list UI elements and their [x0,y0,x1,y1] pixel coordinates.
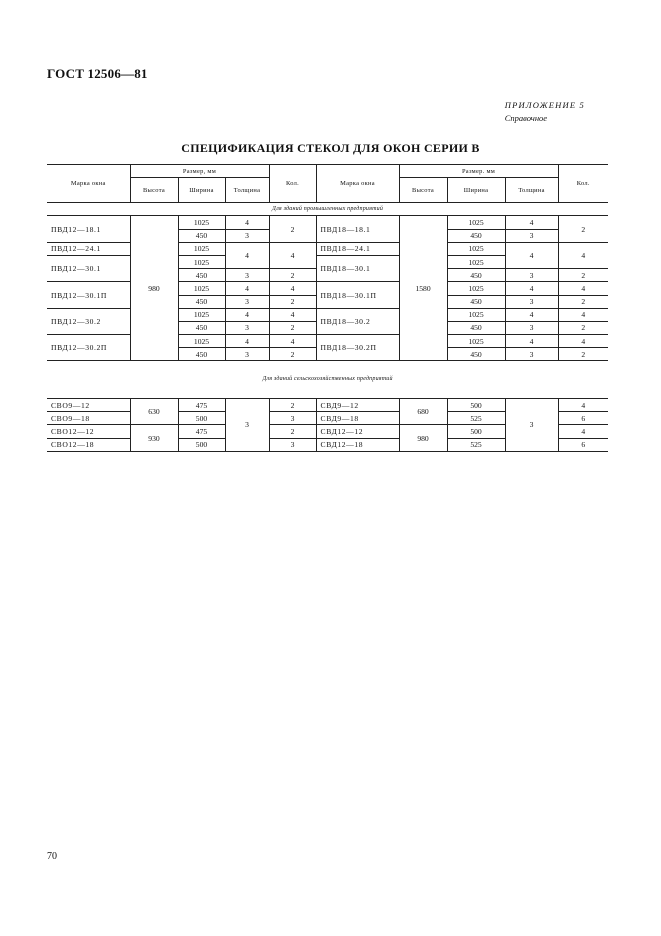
width-cell: 450 [447,295,505,308]
quantity-cell: 6 [558,438,608,451]
window-mark: ПВД12—30.2 [47,308,130,334]
thickness-cell: 4 [505,242,558,268]
width-cell: 500 [447,425,505,438]
table-row [47,216,608,229]
width-cell: 450 [178,229,225,242]
width-cell: 1025 [178,242,225,255]
window-mark: ПВД18—18.1 [316,216,399,242]
thickness-cell: 4 [225,335,269,348]
quantity-cell: 2 [269,216,316,242]
height-cell: 630 [130,399,178,425]
thickness-cell: 4 [225,308,269,321]
width-cell: 500 [447,399,505,412]
header-quantity: Кол. [558,165,608,203]
quantity-cell: 4 [558,425,608,438]
width-cell: 1025 [447,216,505,229]
quantity-cell: 2 [269,269,316,282]
width-cell: 1025 [447,242,505,255]
quantity-cell: 2 [558,216,608,242]
thickness-cell: 3 [225,321,269,334]
width-cell: 450 [447,269,505,282]
window-mark: ПВД12—30.1П [47,282,130,308]
header-height: Высота [130,178,178,203]
quantity-cell: 6 [558,412,608,425]
height-cell: 680 [399,399,447,425]
header-size: Размер, мм [130,165,269,178]
width-cell: 450 [178,321,225,334]
quantity-cell: 2 [558,269,608,282]
quantity-cell: 3 [269,438,316,451]
header-window-mark: Марка окна [316,165,399,203]
quantity-cell: 2 [558,295,608,308]
window-mark: СВО9—12 [47,399,130,412]
width-cell: 1025 [178,255,225,268]
window-mark: СВО9—18 [47,412,130,425]
thickness-cell: 4 [225,242,269,268]
width-cell: 475 [178,425,225,438]
window-mark: ПВД12—18.1 [47,216,130,242]
section-industrial-label: Для зданий промышленных предприятий [47,203,608,216]
section-agricultural-label: Для зданий сельскохозяйственных предприятий [262,376,393,383]
quantity-cell: 2 [558,321,608,334]
thickness-cell: 3 [225,295,269,308]
height-cell: 930 [130,425,178,451]
width-cell: 475 [178,399,225,412]
thickness-cell: 4 [225,216,269,229]
width-cell: 1025 [447,255,505,268]
width-cell: 450 [178,269,225,282]
width-cell: 525 [447,438,505,451]
thickness-cell: 3 [505,348,558,361]
width-cell: 450 [447,321,505,334]
width-cell: 1025 [447,308,505,321]
width-cell: 500 [178,438,225,451]
width-cell: 1025 [178,216,225,229]
thickness-cell: 4 [225,282,269,295]
thickness-cell: 3 [225,399,269,452]
thickness-cell: 4 [505,282,558,295]
window-mark: ПВД12—24.1 [47,242,130,255]
appendix-label [505,99,585,125]
window-mark: СВО12—18 [47,438,130,451]
window-mark: СВД9—12 [316,399,399,412]
width-cell: 1025 [447,282,505,295]
window-mark: ПВД18—30.2 [316,308,399,334]
width-cell: 1025 [178,308,225,321]
header-width: Ширина [178,178,225,203]
header-thickness: Толщина [225,178,269,203]
section-caption [47,374,608,386]
header-window-mark: Марка окна [47,165,130,203]
thickness-cell: 3 [505,269,558,282]
appendix-title: ПРИЛОЖЕНИЕ 5 [504,100,585,110]
quantity-cell: 3 [269,412,316,425]
spacer-row [47,361,608,374]
quantity-cell: 2 [269,348,316,361]
quantity-cell: 2 [269,321,316,334]
header-width: Ширина [447,178,505,203]
quantity-cell: 4 [269,242,316,268]
thickness-cell: 4 [505,216,558,229]
width-cell: 500 [178,412,225,425]
width-cell: 450 [178,348,225,361]
quantity-cell: 4 [269,308,316,321]
quantity-cell: 4 [558,335,608,348]
window-mark: ПВД18—30.1 [316,255,399,281]
width-cell: 450 [447,348,505,361]
quantity-cell: 4 [558,242,608,268]
window-mark: СВО12—12 [47,425,130,438]
thickness-cell: 4 [505,308,558,321]
height-cell: 1580 [399,216,447,361]
quantity-cell: 2 [269,399,316,412]
table-row [47,399,608,412]
window-mark: СВД9—18 [316,412,399,425]
window-mark: ПВД18—30.1П [316,282,399,308]
spec-table [47,164,608,452]
page-title: СПЕЦИФИКАЦИЯ СТЕКОЛ ДЛЯ ОКОН СЕРИИ В [181,141,480,155]
thickness-cell: 4 [505,335,558,348]
thickness-cell: 3 [225,229,269,242]
width-cell: 450 [178,295,225,308]
quantity-cell: 4 [269,282,316,295]
document-number: ГОСТ 12506—81 [47,66,148,81]
quantity-cell: 2 [558,348,608,361]
width-cell: 450 [447,229,505,242]
header-height: Высота [399,178,447,203]
appendix-note: Справочное [504,113,548,123]
thickness-cell: 3 [225,269,269,282]
quantity-cell: 2 [269,425,316,438]
quantity-cell: 4 [558,399,608,412]
width-cell: 1025 [178,335,225,348]
thickness-cell: 3 [225,348,269,361]
section-caption [47,203,608,216]
window-mark: ПВД18—30.2П [316,335,399,361]
thickness-cell: 3 [505,399,558,452]
quantity-cell: 4 [558,282,608,295]
quantity-cell: 4 [558,308,608,321]
window-mark: ПВД12—30.2П [47,335,130,361]
spacer-row [47,386,608,399]
quantity-cell: 4 [269,335,316,348]
width-cell: 1025 [447,335,505,348]
quantity-cell: 2 [269,295,316,308]
page-number: 70 [47,851,57,862]
header-thickness: Толщина [505,178,558,203]
height-cell: 980 [130,216,178,361]
window-mark: ПВД12—30.1 [47,255,130,281]
header-row [47,165,608,178]
window-mark: СВД12—18 [316,438,399,451]
width-cell: 1025 [178,282,225,295]
thickness-cell: 3 [505,295,558,308]
header-size: Размер. мм [399,165,558,178]
width-cell: 525 [447,412,505,425]
spacer [47,361,608,374]
window-mark: ПВД18—24.1 [316,242,399,255]
thickness-cell: 3 [505,229,558,242]
window-mark: СВД12—12 [316,425,399,438]
spacer [47,386,608,399]
height-cell: 980 [399,425,447,451]
header-quantity: Кол. [269,165,316,203]
thickness-cell: 3 [505,321,558,334]
